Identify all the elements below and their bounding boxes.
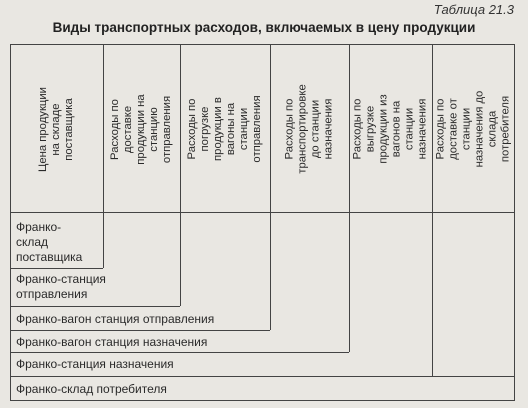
column-header-2: Расходы по доставке продукции на станцию отправления xyxy=(109,93,173,165)
col-divider-5-body xyxy=(432,212,433,376)
row-divider-1 xyxy=(10,268,103,269)
column-header-3: Расходы по погрузке продукции в вагоны на станции отправления xyxy=(186,95,263,163)
row-label-1: Франко-склад поставщика xyxy=(16,220,83,264)
column-header-5: Расходы по выгрузке продукции из вагонов на станции назначения xyxy=(351,94,429,164)
page-title: Виды транспортных расходов, включаемых в цену продукции xyxy=(52,20,476,35)
header-divider xyxy=(10,212,515,213)
col-divider-2-body xyxy=(180,212,181,306)
row-divider-3 xyxy=(10,330,270,331)
row-label-4: Франко-вагон станция назначения xyxy=(16,335,208,349)
table-number: Таблица 21.3 xyxy=(433,2,514,17)
row-label-6: Франко-склад потребителя xyxy=(16,382,167,396)
row-divider-2 xyxy=(10,306,180,307)
column-header-6: Расходы по доставке от станции назначения до склада потребителя xyxy=(434,90,512,168)
column-header-4: Расходы по транспортировке до станции назначения xyxy=(283,84,335,174)
row-divider-4 xyxy=(10,352,349,353)
column-header-1: Цена продукции на складе поставщика xyxy=(37,86,75,172)
row-label-5: Франко-станция назначения xyxy=(16,357,174,371)
col-divider-4-body xyxy=(349,212,350,352)
col-divider-3-body xyxy=(270,212,271,330)
row-label-3: Франко-вагон станция отправления xyxy=(16,312,215,326)
col-divider-1-body xyxy=(103,212,104,268)
row-divider-5 xyxy=(10,376,515,377)
row-label-2: Франко-станция отправления xyxy=(16,272,106,301)
